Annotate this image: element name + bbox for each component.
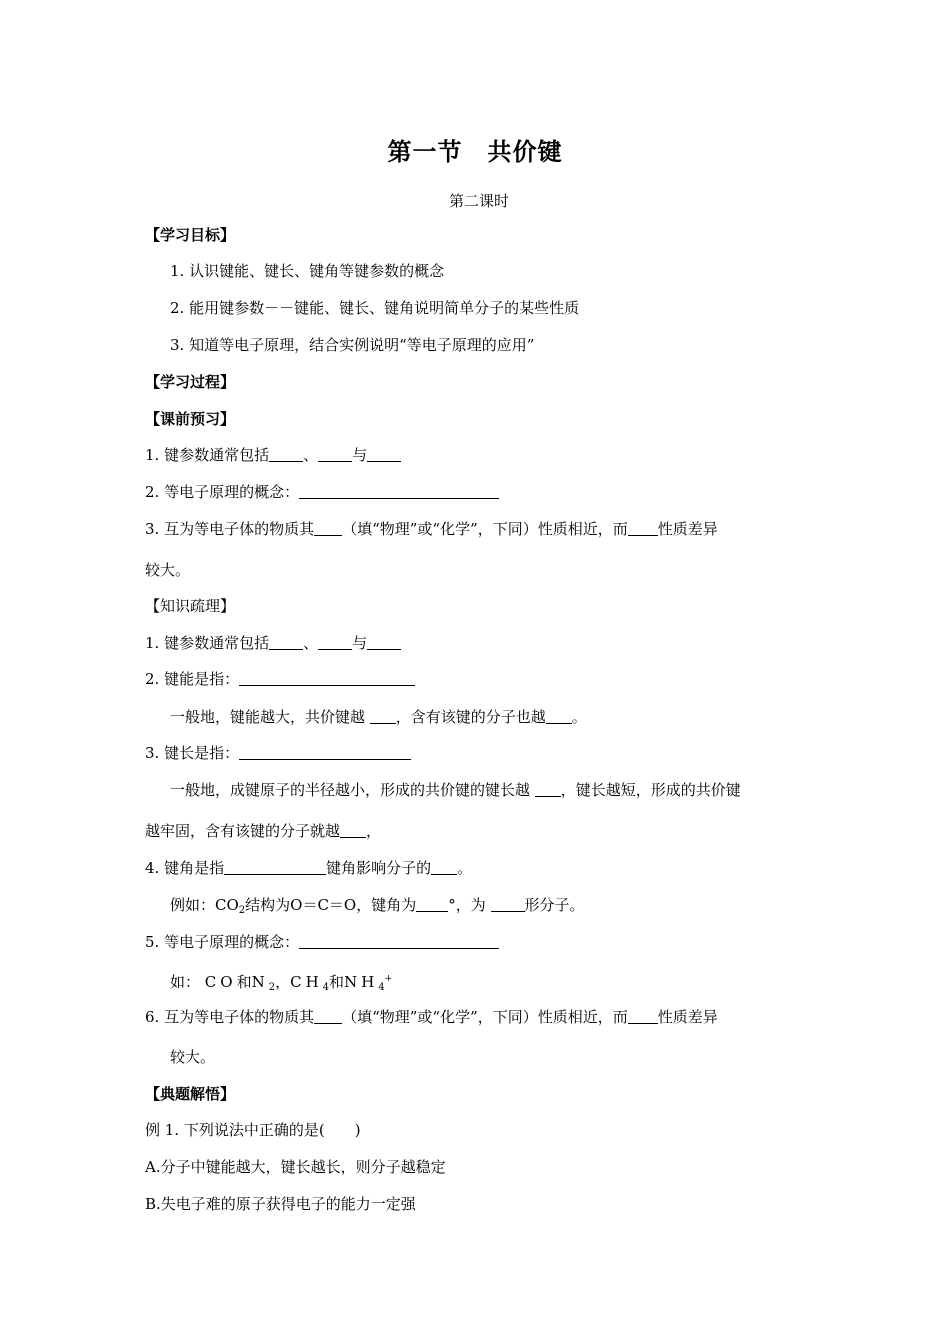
review-item-4-example: 例如：$CO_2$结构为O＝C＝O，键角为 °，为 形分子。	[170, 896, 585, 916]
answer-blank[interactable]	[367, 633, 401, 650]
review-item-4: 4. 键角是指 键角影响分子的 。	[145, 859, 473, 877]
answer-blank[interactable]	[340, 821, 366, 838]
preview-question-1: 1. 键参数通常包括 、 与	[145, 445, 401, 465]
answer-blank[interactable]	[628, 519, 658, 536]
example-option-b: B.失电子难的原子获得电子的能力一定强	[145, 1195, 416, 1213]
section-process-header: 【学习过程】	[145, 373, 236, 391]
answer-blank[interactable]	[269, 445, 303, 462]
answer-blank[interactable]	[628, 1007, 658, 1024]
answer-blank[interactable]	[239, 669, 415, 686]
review-item-2: 2. 键能是指：	[145, 669, 415, 689]
goal-item-2: 2. 能用键参数－－键能、键长、键角说明简单分子的某些性质	[170, 299, 580, 317]
section-preview-header: 【课前预习】	[145, 410, 236, 428]
doc-title: 第一节 共价键	[387, 138, 563, 166]
answer-blank[interactable]	[314, 1007, 342, 1024]
review-item-3-note: 一般地，成键原子的半径越小，形成的共价键的键长越 ，键长越短，形成的共价键	[170, 781, 741, 799]
review-item-6-cont: 较大。	[170, 1048, 216, 1066]
answer-blank[interactable]	[416, 895, 448, 912]
review-item-3-note-cont: 越牢固，含有该键的分子就越 ，	[145, 822, 382, 840]
answer-blank[interactable]	[431, 858, 457, 875]
preview-question-3: 3. 互为等电子体的物质其 （填“物理”或“化学”，下同）性质相近，而 性质差异	[145, 520, 718, 538]
answer-blank[interactable]	[370, 707, 396, 724]
section-examples-header: 【典题解悟】	[145, 1085, 236, 1103]
review-item-3: 3. 键长是指：	[145, 743, 411, 763]
answer-blank[interactable]	[535, 780, 561, 797]
goal-item-1: 1. 认识键能、键长、键角等键参数的概念	[170, 262, 445, 280]
answer-blank[interactable]	[546, 707, 572, 724]
review-item-2-note: 一般地，键能越大，共价键越 ，含有该键的分子也越 。	[170, 708, 587, 726]
answer-blank[interactable]	[224, 858, 326, 875]
doc-subtitle: 第二课时	[448, 192, 509, 210]
answer-blank[interactable]	[314, 519, 342, 536]
answer-blank[interactable]	[299, 932, 499, 949]
section-review-header: 【知识疏理】	[145, 597, 236, 615]
review-item-5-example: 如： CO和$N_2$，$CH_4$和$NH_4^+$	[170, 973, 393, 993]
preview-question-3-cont: 较大。	[145, 561, 191, 579]
answer-blank[interactable]	[318, 445, 352, 462]
review-item-1: 1. 键参数通常包括 、 与	[145, 633, 401, 653]
example-question: 例 1. 下列说法中正确的是( )	[145, 1121, 361, 1139]
section-goals-header: 【学习目标】	[145, 226, 236, 244]
answer-blank[interactable]	[269, 633, 303, 650]
review-item-5: 5. 等电子原理的概念：	[145, 932, 499, 952]
example-option-a: A.分子中键能越大，键长越长，则分子越稳定	[145, 1158, 446, 1176]
answer-blank[interactable]	[239, 743, 411, 760]
answer-blank[interactable]	[318, 633, 352, 650]
answer-blank[interactable]	[367, 445, 401, 462]
answer-blank[interactable]	[491, 895, 525, 912]
review-item-6: 6. 互为等电子体的物质其 （填“物理”或“化学”，下同）性质相近，而 性质差异	[145, 1008, 718, 1026]
answer-blank[interactable]	[299, 482, 499, 499]
preview-question-2: 2. 等电子原理的概念：	[145, 482, 499, 502]
goal-item-3: 3. 知道等电子原理，结合实例说明“等电子原理的应用”	[170, 336, 535, 354]
